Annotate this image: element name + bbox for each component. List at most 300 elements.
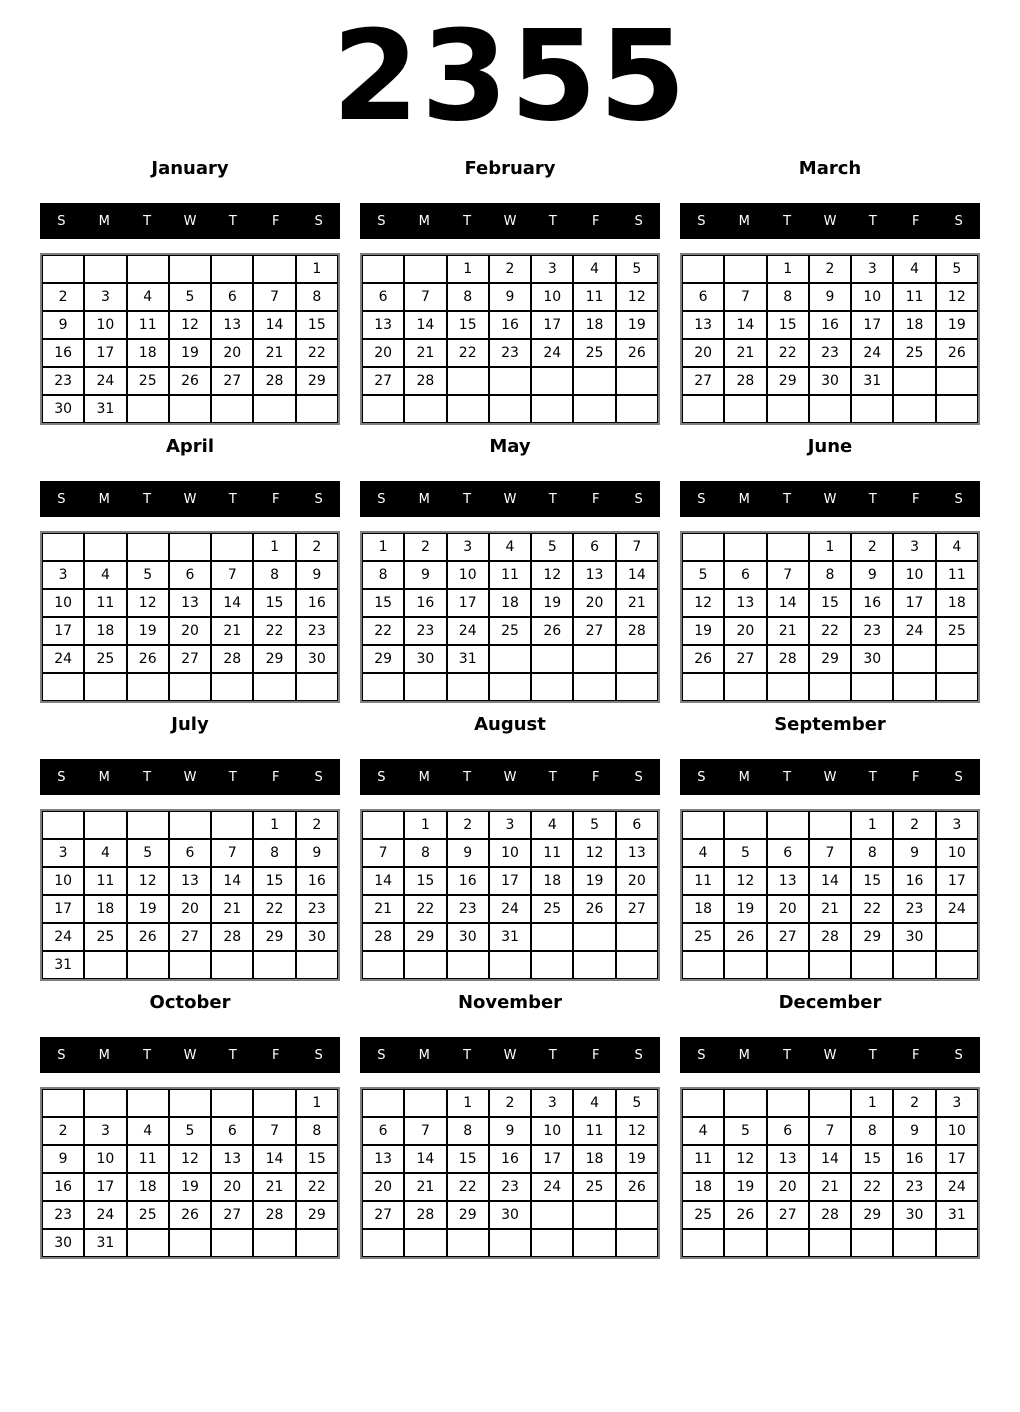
- weekday-label: W: [503, 213, 517, 229]
- day-cell: 7: [404, 1117, 446, 1145]
- day-cell: 15: [447, 311, 489, 339]
- day-cell: 24: [447, 617, 489, 645]
- weekday-label: S: [57, 769, 66, 785]
- day-cell: 16: [489, 1145, 531, 1173]
- day-cell: 26: [573, 895, 615, 923]
- day-cell: 28: [211, 645, 253, 673]
- day-cell: 23: [447, 895, 489, 923]
- day-cell: 10: [84, 1145, 126, 1173]
- day-cell: 20: [682, 339, 724, 367]
- day-cell: 4: [489, 533, 531, 561]
- day-cell: 16: [42, 339, 84, 367]
- weekday-label: W: [183, 213, 197, 229]
- day-cell: 2: [42, 1117, 84, 1145]
- day-cell: 1: [447, 1089, 489, 1117]
- weekday-header-bar: [40, 203, 340, 239]
- weekday-label: S: [634, 1047, 643, 1063]
- day-cell: 6: [211, 1117, 253, 1145]
- weekday-label: T: [868, 491, 877, 507]
- day-cell: 3: [84, 1117, 126, 1145]
- day-cell: 8: [253, 839, 295, 867]
- empty-day-cell: [936, 367, 978, 395]
- day-cell: 30: [296, 923, 338, 951]
- day-cell: 2: [404, 533, 446, 561]
- day-cell: 15: [362, 589, 404, 617]
- weekday-label: W: [183, 491, 197, 507]
- day-cell: 9: [893, 839, 935, 867]
- weekday-label: T: [868, 769, 877, 785]
- empty-day-cell: [616, 923, 658, 951]
- day-cell: 25: [682, 923, 724, 951]
- month-july: [40, 715, 340, 981]
- empty-day-cell: [253, 951, 295, 979]
- day-cell: 16: [893, 867, 935, 895]
- day-cell: 5: [724, 1117, 766, 1145]
- day-cell: 2: [42, 283, 84, 311]
- day-cell: 6: [724, 561, 766, 589]
- month-grid: [40, 531, 340, 703]
- weekday-label: S: [57, 491, 66, 507]
- day-cell: 4: [893, 255, 935, 283]
- empty-day-cell: [404, 395, 446, 423]
- day-cell: 7: [809, 839, 851, 867]
- day-cell: 3: [936, 811, 978, 839]
- day-cell: 2: [809, 255, 851, 283]
- day-cell: 13: [169, 867, 211, 895]
- weekday-label: S: [954, 1047, 963, 1063]
- day-cell: 12: [724, 867, 766, 895]
- day-cell: 9: [404, 561, 446, 589]
- empty-day-cell: [362, 1089, 404, 1117]
- day-cell: 14: [724, 311, 766, 339]
- day-cell: 21: [404, 339, 446, 367]
- weekday-label: W: [183, 1047, 197, 1063]
- weekday-label: F: [911, 213, 920, 229]
- day-cell: 28: [253, 367, 295, 395]
- day-cell: 4: [84, 839, 126, 867]
- month-name: July: [171, 714, 209, 735]
- day-cell: 22: [296, 339, 338, 367]
- day-cell: 17: [531, 311, 573, 339]
- empty-day-cell: [573, 645, 615, 673]
- weekday-label: F: [591, 491, 600, 507]
- empty-day-cell: [84, 255, 126, 283]
- weekday-header-bar: [680, 1037, 980, 1073]
- day-cell: 25: [682, 1201, 724, 1229]
- day-cell: 13: [724, 589, 766, 617]
- empty-day-cell: [211, 811, 253, 839]
- day-cell: 24: [42, 645, 84, 673]
- day-cell: 24: [531, 339, 573, 367]
- weekday-label: T: [783, 769, 792, 785]
- day-cell: 7: [253, 283, 295, 311]
- day-cell: 1: [362, 533, 404, 561]
- empty-day-cell: [809, 951, 851, 979]
- empty-day-cell: [253, 1089, 295, 1117]
- weekday-label: S: [377, 213, 386, 229]
- empty-day-cell: [362, 1229, 404, 1257]
- month-may: [360, 437, 660, 703]
- empty-day-cell: [893, 367, 935, 395]
- day-cell: 4: [682, 1117, 724, 1145]
- day-cell: 7: [404, 283, 446, 311]
- day-cell: 23: [851, 617, 893, 645]
- day-cell: 18: [682, 1173, 724, 1201]
- empty-day-cell: [616, 673, 658, 701]
- weekday-header-bar: [360, 1037, 660, 1073]
- day-cell: 19: [127, 617, 169, 645]
- empty-day-cell: [724, 811, 766, 839]
- day-cell: 23: [489, 1173, 531, 1201]
- day-cell: 10: [489, 839, 531, 867]
- day-cell: 29: [296, 367, 338, 395]
- day-cell: 21: [253, 1173, 295, 1201]
- day-cell: 11: [893, 283, 935, 311]
- day-cell: 28: [404, 367, 446, 395]
- day-cell: 11: [936, 561, 978, 589]
- weekday-label: T: [548, 491, 557, 507]
- weekday-label: S: [314, 769, 323, 785]
- day-cell: 21: [724, 339, 766, 367]
- day-cell: 27: [767, 1201, 809, 1229]
- day-cell: 24: [893, 617, 935, 645]
- day-cell: 1: [253, 533, 295, 561]
- weekday-label: T: [228, 769, 237, 785]
- day-cell: 24: [936, 1173, 978, 1201]
- month-name: December: [778, 992, 882, 1013]
- weekday-label: T: [228, 213, 237, 229]
- month-name: September: [774, 714, 886, 735]
- day-cell: 15: [253, 589, 295, 617]
- day-cell: 24: [489, 895, 531, 923]
- day-cell: 11: [682, 1145, 724, 1173]
- month-april: [40, 437, 340, 703]
- empty-day-cell: [616, 1229, 658, 1257]
- weekday-label: T: [463, 1047, 472, 1063]
- weekday-label: S: [57, 213, 66, 229]
- day-cell: 31: [84, 1229, 126, 1257]
- day-cell: 22: [253, 617, 295, 645]
- empty-day-cell: [851, 951, 893, 979]
- weekday-header-bar: [680, 203, 980, 239]
- day-cell: 11: [682, 867, 724, 895]
- day-cell: 26: [127, 923, 169, 951]
- day-cell: 3: [851, 255, 893, 283]
- day-cell: 21: [767, 617, 809, 645]
- month-november: [360, 993, 660, 1259]
- day-cell: 10: [893, 561, 935, 589]
- day-cell: 3: [447, 533, 489, 561]
- day-cell: 1: [767, 255, 809, 283]
- empty-day-cell: [616, 395, 658, 423]
- empty-day-cell: [893, 951, 935, 979]
- day-cell: 27: [362, 367, 404, 395]
- day-cell: 24: [936, 895, 978, 923]
- day-cell: 14: [616, 561, 658, 589]
- day-cell: 9: [296, 561, 338, 589]
- weekday-label: T: [143, 769, 152, 785]
- day-cell: 13: [616, 839, 658, 867]
- weekday-header-bar: [40, 1037, 340, 1073]
- empty-day-cell: [127, 1089, 169, 1117]
- months-grid: [0, 159, 1020, 1259]
- day-cell: 4: [682, 839, 724, 867]
- day-cell: 20: [724, 617, 766, 645]
- day-cell: 3: [893, 533, 935, 561]
- day-cell: 10: [531, 1117, 573, 1145]
- day-cell: 4: [531, 811, 573, 839]
- weekday-label: S: [697, 769, 706, 785]
- weekday-label: W: [503, 1047, 517, 1063]
- day-cell: 16: [296, 589, 338, 617]
- empty-day-cell: [127, 255, 169, 283]
- empty-day-cell: [296, 395, 338, 423]
- weekday-label: S: [314, 491, 323, 507]
- day-cell: 19: [724, 895, 766, 923]
- day-cell: 21: [404, 1173, 446, 1201]
- empty-day-cell: [127, 673, 169, 701]
- empty-day-cell: [489, 645, 531, 673]
- day-cell: 18: [682, 895, 724, 923]
- day-cell: 30: [893, 923, 935, 951]
- day-cell: 14: [809, 867, 851, 895]
- day-cell: 14: [211, 589, 253, 617]
- day-cell: 5: [127, 839, 169, 867]
- day-cell: 15: [253, 867, 295, 895]
- empty-day-cell: [682, 255, 724, 283]
- day-cell: 7: [253, 1117, 295, 1145]
- empty-day-cell: [682, 1089, 724, 1117]
- empty-day-cell: [809, 811, 851, 839]
- empty-day-cell: [936, 1229, 978, 1257]
- weekday-label: S: [697, 213, 706, 229]
- day-cell: 21: [253, 339, 295, 367]
- day-cell: 23: [42, 1201, 84, 1229]
- day-cell: 1: [851, 1089, 893, 1117]
- day-cell: 23: [893, 895, 935, 923]
- weekday-label: W: [823, 213, 837, 229]
- day-cell: 19: [936, 311, 978, 339]
- day-cell: 5: [682, 561, 724, 589]
- empty-day-cell: [211, 673, 253, 701]
- empty-day-cell: [573, 395, 615, 423]
- day-cell: 14: [362, 867, 404, 895]
- day-cell: 11: [84, 867, 126, 895]
- empty-day-cell: [531, 645, 573, 673]
- day-cell: 19: [573, 867, 615, 895]
- empty-day-cell: [851, 673, 893, 701]
- empty-day-cell: [936, 923, 978, 951]
- weekday-label: S: [634, 213, 643, 229]
- day-cell: 16: [296, 867, 338, 895]
- day-cell: 2: [447, 811, 489, 839]
- day-cell: 30: [404, 645, 446, 673]
- day-cell: 14: [404, 311, 446, 339]
- day-cell: 6: [169, 839, 211, 867]
- day-cell: 20: [616, 867, 658, 895]
- month-august: [360, 715, 660, 981]
- empty-day-cell: [893, 1229, 935, 1257]
- empty-day-cell: [767, 951, 809, 979]
- day-cell: 7: [211, 839, 253, 867]
- day-cell: 22: [296, 1173, 338, 1201]
- empty-day-cell: [724, 1089, 766, 1117]
- empty-day-cell: [169, 533, 211, 561]
- day-cell: 15: [809, 589, 851, 617]
- empty-day-cell: [404, 673, 446, 701]
- weekday-label: T: [783, 1047, 792, 1063]
- empty-day-cell: [531, 1229, 573, 1257]
- day-cell: 22: [253, 895, 295, 923]
- weekday-label: T: [548, 769, 557, 785]
- day-cell: 20: [573, 589, 615, 617]
- day-cell: 9: [851, 561, 893, 589]
- day-cell: 20: [767, 1173, 809, 1201]
- weekday-label: M: [418, 1047, 430, 1063]
- empty-day-cell: [573, 1229, 615, 1257]
- day-cell: 6: [682, 283, 724, 311]
- day-cell: 7: [211, 561, 253, 589]
- month-september: [680, 715, 980, 981]
- day-cell: 17: [531, 1145, 573, 1173]
- day-cell: 1: [404, 811, 446, 839]
- day-cell: 1: [253, 811, 295, 839]
- day-cell: 31: [851, 367, 893, 395]
- day-cell: 6: [767, 1117, 809, 1145]
- empty-day-cell: [84, 951, 126, 979]
- day-cell: 10: [936, 839, 978, 867]
- day-cell: 19: [682, 617, 724, 645]
- day-cell: 23: [296, 895, 338, 923]
- empty-day-cell: [936, 951, 978, 979]
- day-cell: 29: [296, 1201, 338, 1229]
- day-cell: 10: [936, 1117, 978, 1145]
- day-cell: 25: [573, 339, 615, 367]
- day-cell: 27: [724, 645, 766, 673]
- empty-day-cell: [682, 395, 724, 423]
- empty-day-cell: [42, 255, 84, 283]
- weekday-label: F: [591, 213, 600, 229]
- empty-day-cell: [767, 1089, 809, 1117]
- day-cell: 28: [809, 1201, 851, 1229]
- day-cell: 31: [489, 923, 531, 951]
- day-cell: 27: [682, 367, 724, 395]
- day-cell: 24: [42, 923, 84, 951]
- empty-day-cell: [169, 951, 211, 979]
- day-cell: 13: [767, 867, 809, 895]
- empty-day-cell: [489, 951, 531, 979]
- day-cell: 15: [447, 1145, 489, 1173]
- empty-day-cell: [253, 673, 295, 701]
- weekday-label: F: [271, 213, 280, 229]
- day-cell: 17: [893, 589, 935, 617]
- weekday-label: T: [868, 1047, 877, 1063]
- empty-day-cell: [296, 673, 338, 701]
- empty-day-cell: [127, 533, 169, 561]
- day-cell: 18: [573, 311, 615, 339]
- day-cell: 19: [616, 311, 658, 339]
- day-cell: 29: [809, 645, 851, 673]
- weekday-label: S: [377, 769, 386, 785]
- empty-day-cell: [616, 645, 658, 673]
- empty-day-cell: [169, 1089, 211, 1117]
- day-cell: 17: [42, 617, 84, 645]
- day-cell: 1: [447, 255, 489, 283]
- empty-day-cell: [573, 923, 615, 951]
- day-cell: 7: [809, 1117, 851, 1145]
- day-cell: 5: [616, 255, 658, 283]
- empty-day-cell: [404, 1229, 446, 1257]
- day-cell: 15: [296, 311, 338, 339]
- month-grid: [680, 809, 980, 981]
- month-grid: [680, 1087, 980, 1259]
- day-cell: 3: [84, 283, 126, 311]
- weekday-label: M: [418, 769, 430, 785]
- empty-day-cell: [362, 673, 404, 701]
- day-cell: 4: [127, 1117, 169, 1145]
- empty-day-cell: [211, 1229, 253, 1257]
- weekday-label: M: [98, 769, 110, 785]
- day-cell: 6: [767, 839, 809, 867]
- day-cell: 9: [42, 311, 84, 339]
- day-cell: 13: [682, 311, 724, 339]
- day-cell: 30: [809, 367, 851, 395]
- weekday-label: S: [377, 491, 386, 507]
- day-cell: 3: [531, 1089, 573, 1117]
- day-cell: 7: [362, 839, 404, 867]
- day-cell: 25: [936, 617, 978, 645]
- day-cell: 5: [724, 839, 766, 867]
- empty-day-cell: [893, 673, 935, 701]
- day-cell: 28: [724, 367, 766, 395]
- day-cell: 8: [404, 839, 446, 867]
- day-cell: 21: [211, 617, 253, 645]
- weekday-label: F: [271, 491, 280, 507]
- day-cell: 2: [296, 811, 338, 839]
- day-cell: 6: [169, 561, 211, 589]
- day-cell: 31: [42, 951, 84, 979]
- day-cell: 27: [211, 367, 253, 395]
- weekday-label: W: [503, 769, 517, 785]
- weekday-label: S: [377, 1047, 386, 1063]
- day-cell: 3: [42, 561, 84, 589]
- empty-day-cell: [573, 673, 615, 701]
- empty-day-cell: [447, 395, 489, 423]
- day-cell: 8: [851, 839, 893, 867]
- day-cell: 8: [851, 1117, 893, 1145]
- day-cell: 29: [253, 645, 295, 673]
- day-cell: 13: [169, 589, 211, 617]
- day-cell: 25: [127, 367, 169, 395]
- empty-day-cell: [169, 1229, 211, 1257]
- day-cell: 29: [767, 367, 809, 395]
- day-cell: 14: [809, 1145, 851, 1173]
- day-cell: 13: [767, 1145, 809, 1173]
- empty-day-cell: [169, 673, 211, 701]
- day-cell: 8: [767, 283, 809, 311]
- day-cell: 28: [362, 923, 404, 951]
- weekday-header-bar: [40, 759, 340, 795]
- day-cell: 11: [84, 589, 126, 617]
- day-cell: 5: [936, 255, 978, 283]
- day-cell: 4: [573, 1089, 615, 1117]
- day-cell: 16: [893, 1145, 935, 1173]
- day-cell: 10: [84, 311, 126, 339]
- day-cell: 27: [616, 895, 658, 923]
- day-cell: 4: [127, 283, 169, 311]
- weekday-label: S: [954, 213, 963, 229]
- day-cell: 14: [253, 311, 295, 339]
